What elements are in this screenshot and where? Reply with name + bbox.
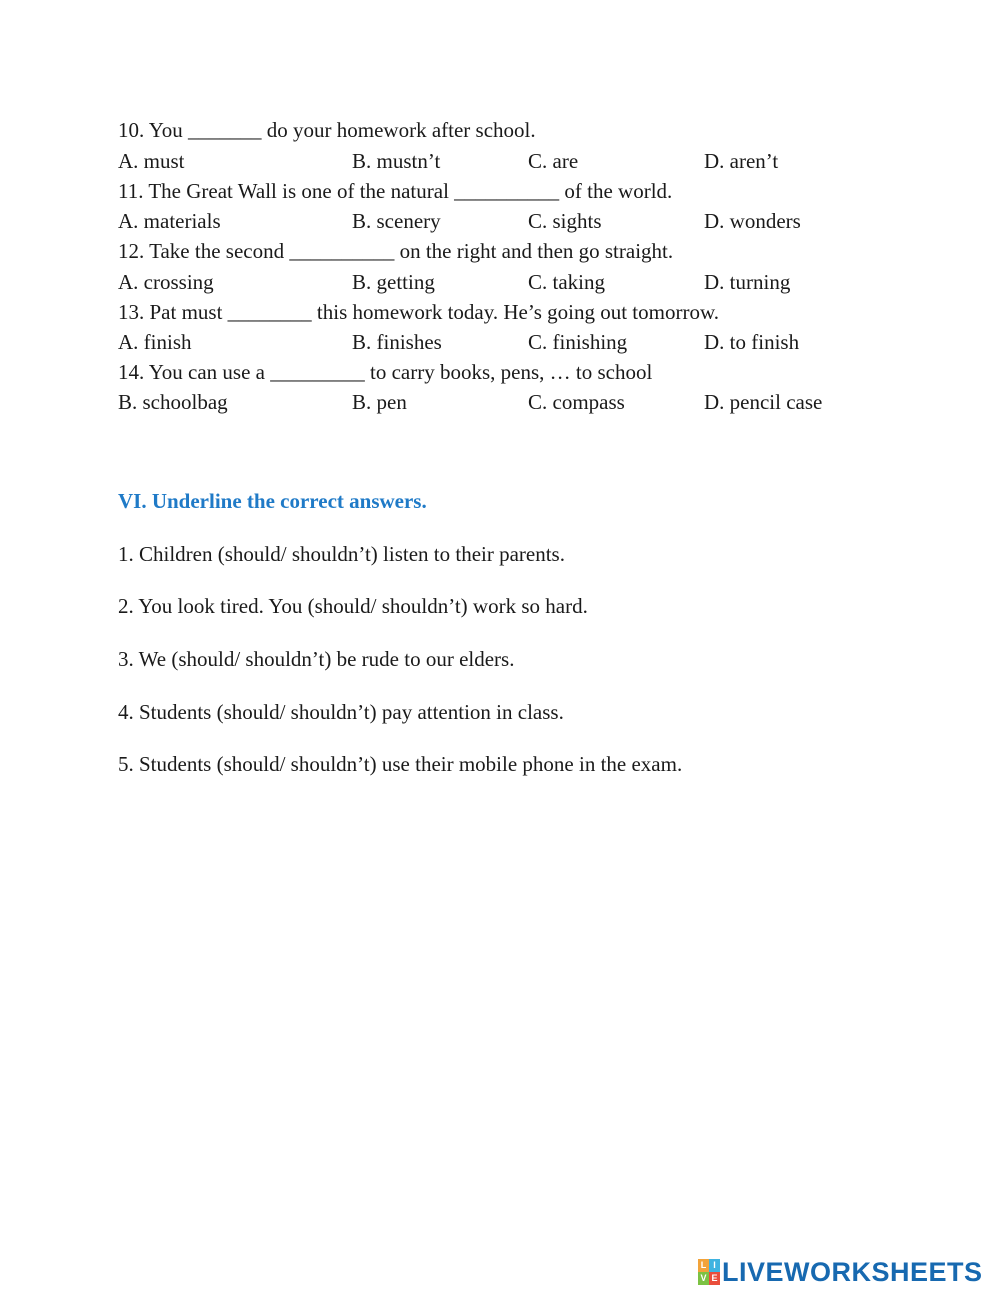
liveworksheets-logo bbox=[698, 1257, 983, 1287]
question-10-stem: 10. You _______ do your homework after school. bbox=[118, 118, 536, 142]
section-vi-item-4[interactable]: 4. Students (should/ shouldn’t) pay attention in class. bbox=[118, 700, 564, 724]
question-13-stem: 13. Pat must ________ this homework today. He’s going out tomorrow. bbox=[118, 300, 719, 324]
question-13-option-b[interactable]: B. finishes bbox=[352, 330, 442, 354]
question-11-option-b[interactable]: B. scenery bbox=[352, 209, 441, 233]
section-vi-item-1[interactable]: 1. Children (should/ shouldn’t) listen to their parents. bbox=[118, 542, 565, 566]
question-13-option-a[interactable]: A. finish bbox=[118, 330, 192, 354]
question-14-option-d[interactable]: D. pencil case bbox=[704, 390, 823, 414]
question-12-option-c[interactable]: C. taking bbox=[528, 270, 605, 294]
question-12-option-a[interactable]: A. crossing bbox=[118, 270, 214, 294]
question-14-option-a[interactable]: B. schoolbag bbox=[118, 390, 228, 414]
section-vi-item-3[interactable]: 3. We (should/ shouldn’t) be rude to our elders. bbox=[118, 647, 515, 671]
question-10-option-b[interactable]: B. mustn’t bbox=[352, 149, 441, 173]
question-10-option-a[interactable]: A. must bbox=[118, 149, 185, 173]
section-vi-heading: VI. Underline the correct answers. bbox=[118, 489, 427, 513]
section-vi-item-5[interactable]: 5. Students (should/ shouldn’t) use their mobile phone in the exam. bbox=[118, 752, 683, 776]
question-14-option-c[interactable]: C. compass bbox=[528, 390, 625, 414]
liveworksheets-logo-icon: L I V E bbox=[698, 1259, 720, 1285]
question-11-option-d[interactable]: D. wonders bbox=[704, 209, 801, 233]
question-10-option-d[interactable]: D. aren’t bbox=[704, 149, 779, 173]
question-10-option-c[interactable]: C. are bbox=[528, 149, 579, 173]
question-11-stem: 11. The Great Wall is one of the natural __________ of the world. bbox=[118, 179, 673, 203]
question-13-option-c[interactable]: C. finishing bbox=[528, 330, 628, 354]
question-12-option-d[interactable]: D. turning bbox=[704, 270, 791, 294]
question-13-option-d[interactable]: D. to finish bbox=[704, 330, 800, 354]
question-12-stem: 12. Take the second __________ on the right and then go straight. bbox=[118, 239, 674, 263]
question-11-option-a[interactable]: A. materials bbox=[118, 209, 221, 233]
section-vi-item-2[interactable]: 2. You look tired. You (should/ shouldn’t) work so hard. bbox=[118, 594, 588, 618]
question-12-option-b[interactable]: B. getting bbox=[352, 270, 435, 294]
question-14-stem: 14. You can use a _________ to carry books, pens, … to school bbox=[118, 360, 653, 384]
question-14-option-b[interactable]: B. pen bbox=[352, 390, 407, 414]
liveworksheets-logo-text: LIVEWORKSHEETS bbox=[722, 1257, 983, 1287]
question-11-option-c[interactable]: C. sights bbox=[528, 209, 602, 233]
